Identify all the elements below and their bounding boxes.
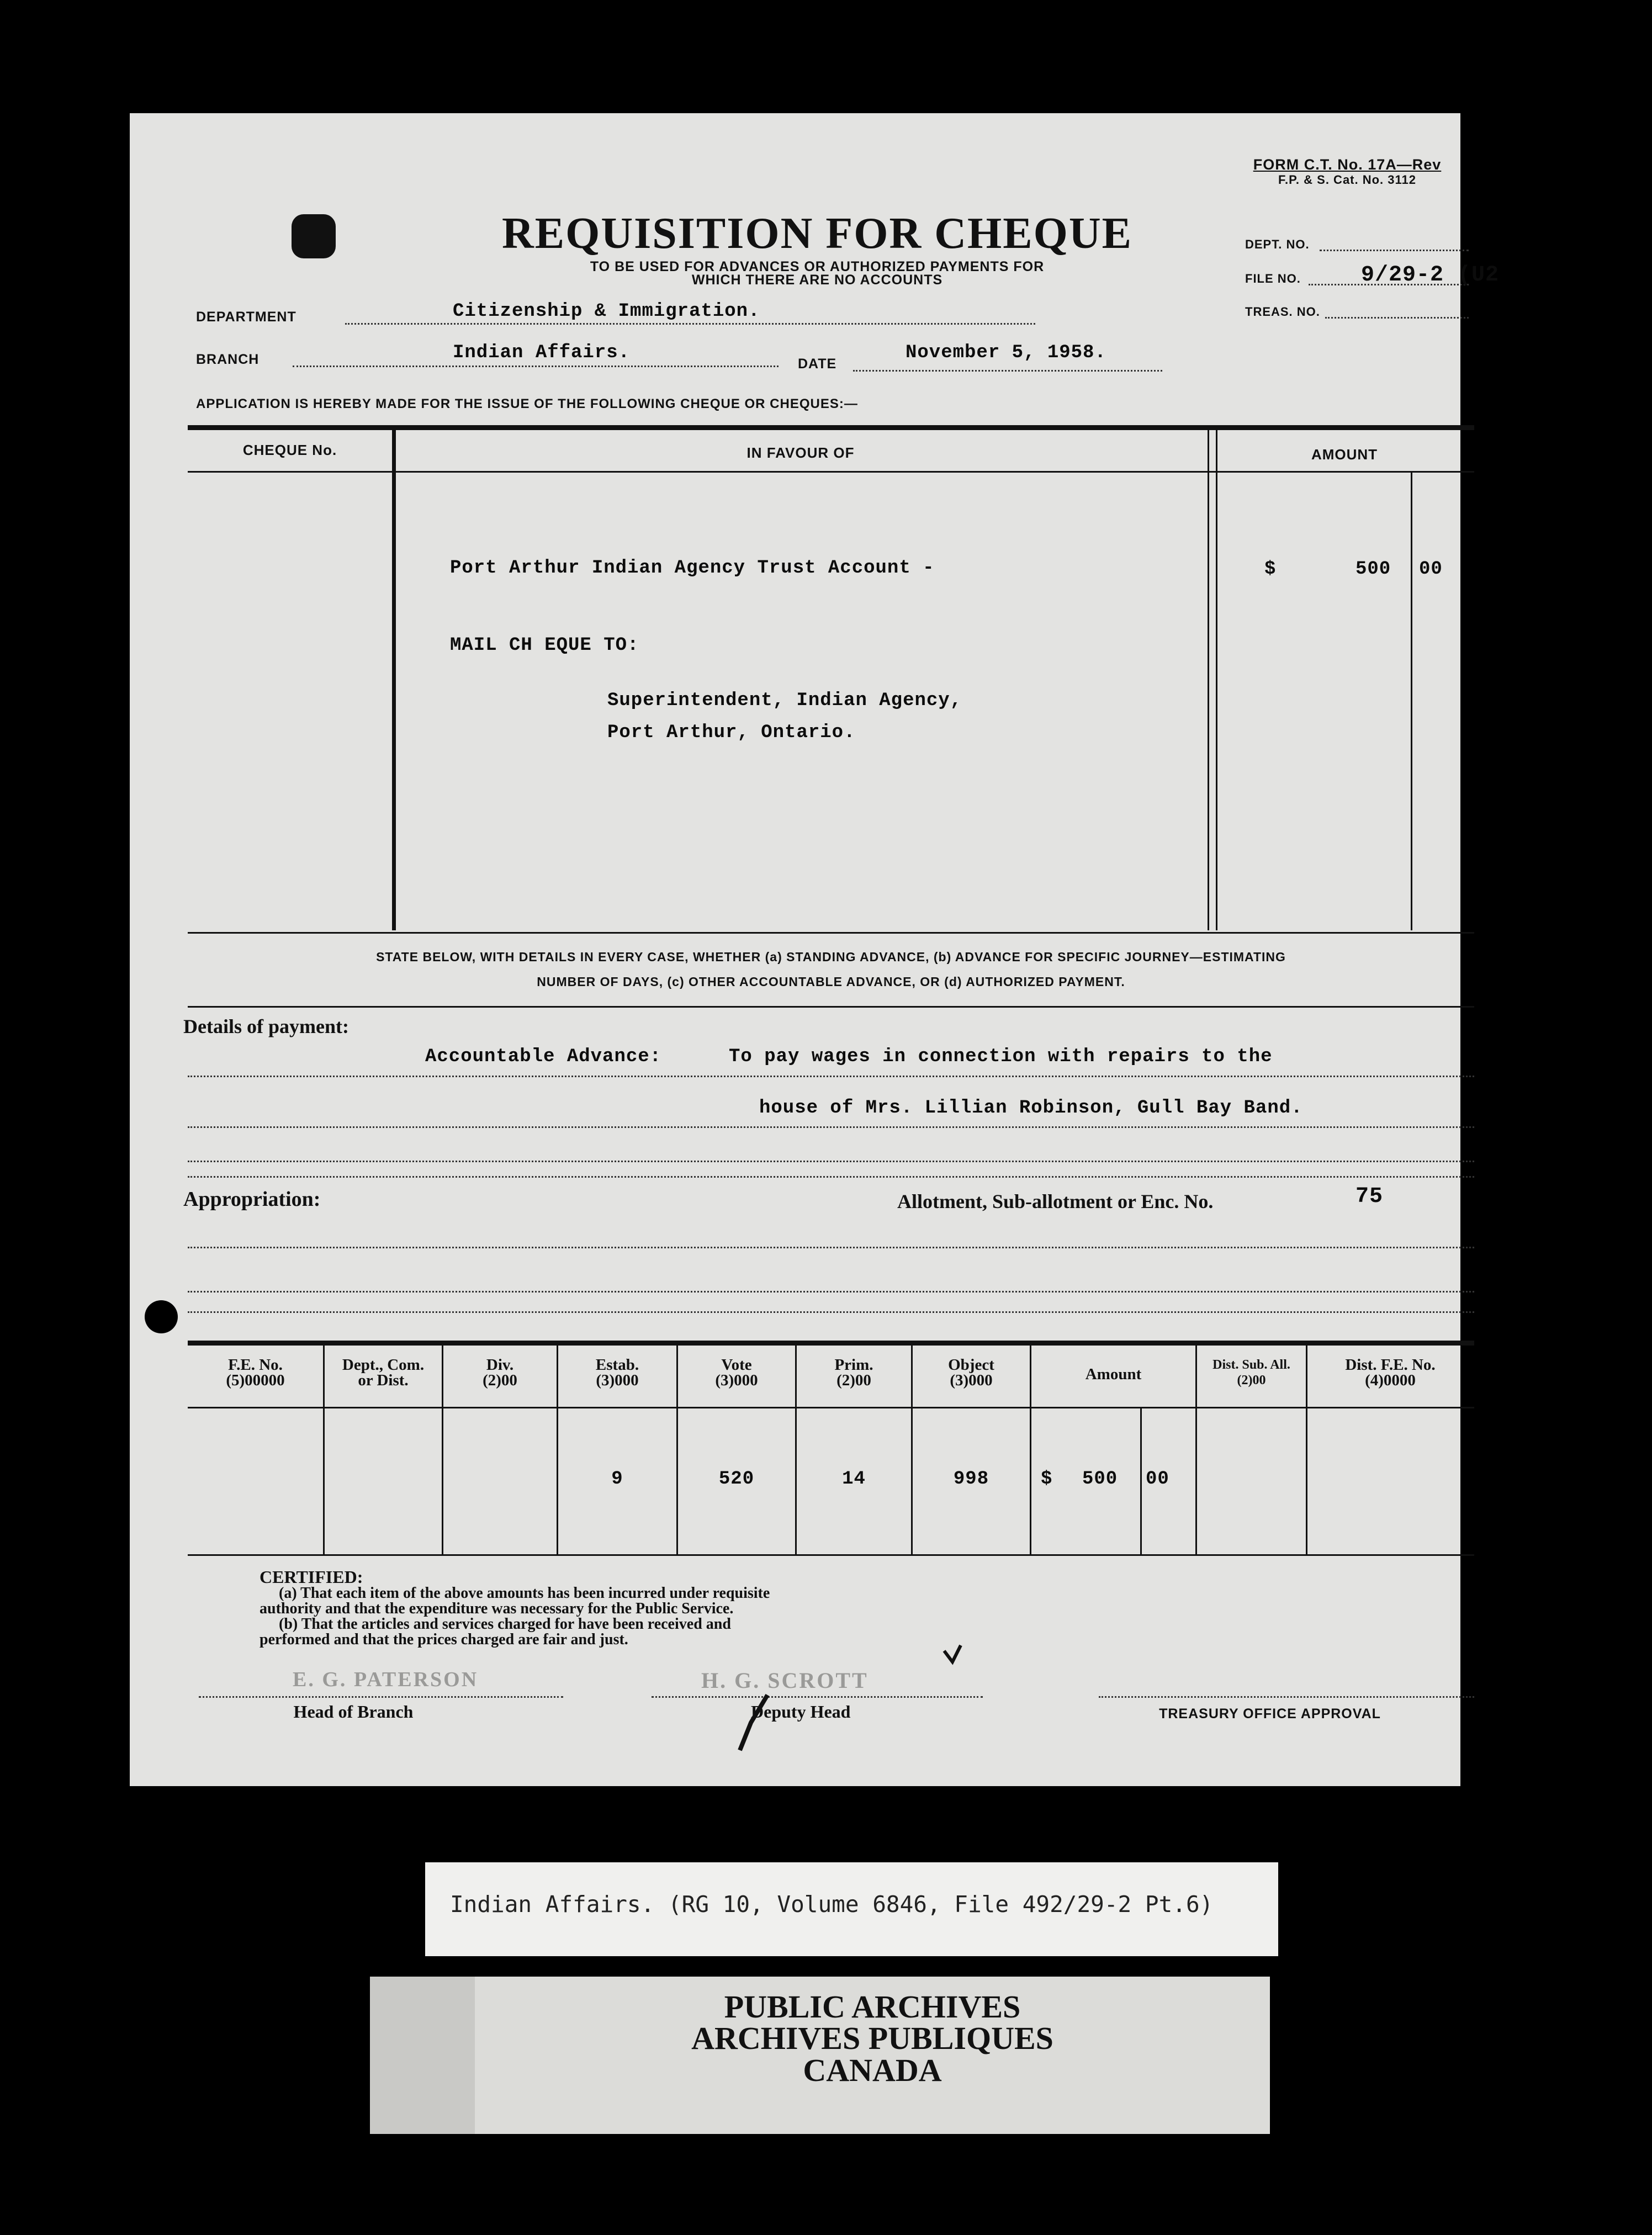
certified-b-line-1: (b) That the articles and services charged for have been received and <box>279 1616 731 1633</box>
mail-to-label: MAIL CH EQUE TO: <box>450 635 639 656</box>
form-number: FORM C.T. No. 17A—Rev <box>1253 156 1442 173</box>
dept-no-label: DEPT. NO. <box>1245 237 1310 251</box>
col-header-dept-com: Dept., Com. or Dist. <box>342 1356 425 1389</box>
branch-label: BRANCH <box>196 352 260 367</box>
subtitle-line-2: WHICH THERE ARE NO ACCOUNTS <box>691 272 943 288</box>
value-amount-dollars: 500 <box>1082 1469 1118 1490</box>
mail-to-line-1: Superintendent, Indian Agency, <box>607 690 962 711</box>
file-no-value: 9/29-2 (U2 <box>1361 263 1500 288</box>
state-below-line-2: NUMBER OF DAYS, (c) OTHER ACCOUNTABLE ADVANCE, OR (d) AUTHORIZED PAYMENT. <box>537 974 1125 989</box>
coding-cents-divider <box>1140 1408 1142 1554</box>
department-label: DEPARTMENT <box>196 309 296 325</box>
binder-hole <box>145 1300 178 1333</box>
cheque-amount-cents: 00 <box>1419 559 1443 580</box>
details-line-1: To pay wages in connection with repairs to the <box>729 1046 1273 1067</box>
file-no-label: FILE NO. <box>1245 272 1301 285</box>
appropriation-line-a <box>188 1247 1474 1248</box>
archive-line-2: ARCHIVES PUBLIQUES <box>691 2020 1053 2056</box>
branch-value: Indian Affairs. <box>453 342 631 363</box>
allotment-label: Allotment, Sub-allotment or Enc. No. <box>897 1190 1214 1212</box>
certified-a-line-2: authority and that the expenditure was necessary for the Public Service. <box>260 1600 734 1617</box>
deputy-head-stamp: H. G. SCROTT <box>701 1668 869 1693</box>
col-header-object: Object (3)000 <box>948 1356 994 1389</box>
header-cheque-no: CHEQUE No. <box>242 442 337 458</box>
value-amount-currency: $ <box>1041 1469 1053 1490</box>
cheque-table-header-border <box>188 471 1474 473</box>
head-of-branch-label: Head of Branch <box>293 1702 414 1722</box>
state-below-line-1: STATE BELOW, WITH DETAILS IN EVERY CASE, WHETHER (a) STANDING ADVANCE, (b) ADVANCE FOR SPECIFIC JOURNEY—ESTIMATING <box>376 950 1286 964</box>
dept-no-line <box>1320 250 1469 251</box>
coding-table-top-border <box>188 1341 1474 1346</box>
archive-line-1: PUBLIC ARCHIVES <box>724 1989 1021 2025</box>
col-header-vote: Vote (3)000 <box>715 1356 758 1389</box>
details-line-2: house of Mrs. Lillian Robinson, Gull Bay Band. <box>759 1098 1303 1119</box>
details-label: Details of payment: <box>183 1015 349 1037</box>
cheque-col-divider-3 <box>1216 428 1217 930</box>
cheque-currency: $ <box>1264 559 1277 580</box>
payee-name: Port Arthur Indian Agency Trust Account - <box>450 558 935 579</box>
department-line <box>345 323 1035 325</box>
col-header-fe-no: F.E. No. (5)00000 <box>226 1356 285 1389</box>
date-label: DATE <box>798 356 837 372</box>
coding-table-header-border <box>188 1407 1474 1408</box>
details-type: Accountable Advance: <box>425 1046 662 1067</box>
certified-title: CERTIFIED: <box>260 1567 363 1587</box>
state-below-border <box>188 1006 1474 1008</box>
archive-line-3: CANADA <box>803 2052 942 2088</box>
archive-reference-text: Indian Affairs. (RG 10, Volume 6846, File 492/29-2 Pt.6) <box>450 1891 1214 1918</box>
department-value: Citizenship & Immigration. <box>453 301 760 322</box>
treasury-label: TREASURY OFFICE APPROVAL <box>1159 1706 1381 1722</box>
cheque-table-bottom-border <box>188 932 1474 934</box>
cheque-col-divider-1 <box>392 428 396 930</box>
header-amount: AMOUNT <box>1311 446 1378 463</box>
col-header-prim: Prim. (2)00 <box>834 1356 873 1389</box>
appropriation-label: Appropriation: <box>183 1188 321 1211</box>
header-in-favour-of: IN FAVOUR OF <box>746 444 855 461</box>
branch-line <box>293 366 779 367</box>
date-value: November 5, 1958. <box>906 342 1106 363</box>
head-of-branch-stamp: E. G. PATERSON <box>293 1668 479 1691</box>
allotment-value: 75 <box>1356 1184 1384 1209</box>
appropriation-line-b <box>188 1291 1474 1293</box>
col-header-div: Div. (2)00 <box>483 1356 517 1389</box>
cheque-amount-dollars: 500 <box>1356 559 1391 580</box>
col-header-amount: Amount <box>1085 1365 1142 1383</box>
certified-b-line-2: performed and that the prices charged are fair and just. <box>260 1631 628 1648</box>
deputy-head-label: Deputy Head <box>751 1702 851 1722</box>
page-title: REQUISITION FOR CHEQUE <box>502 209 1132 258</box>
col-header-dist-fe-no: Dist. F.E. No. (4)0000 <box>1345 1356 1436 1389</box>
signature-mark <box>718 1640 972 1756</box>
col-header-dist-sub-all: Dist. Sub. All. (2)00 <box>1212 1358 1290 1387</box>
cheque-cents-divider <box>1411 472 1412 930</box>
treas-no-label: TREAS. NO. <box>1245 305 1320 319</box>
date-line <box>853 370 1162 372</box>
treasury-line <box>1099 1696 1474 1698</box>
certified-a-line-1: (a) That each item of the above amounts has been incurred under requisite <box>279 1585 770 1602</box>
value-prim: 14 <box>842 1469 866 1490</box>
details-line-b <box>188 1126 1474 1128</box>
mail-to-line-2: Port Arthur, Ontario. <box>607 722 856 743</box>
cheque-col-divider-2 <box>1208 428 1209 930</box>
appropriation-line-c <box>188 1311 1474 1313</box>
coding-table-bottom-border <box>188 1554 1474 1556</box>
subtitle-line-1: TO BE USED FOR ADVANCES OR AUTHORIZED PAYMENTS FOR <box>590 259 1045 274</box>
value-object: 998 <box>953 1469 989 1490</box>
details-line-a <box>188 1076 1474 1077</box>
col-header-estab: Estab. (3)000 <box>595 1356 639 1389</box>
punch-hole <box>292 214 336 258</box>
value-vote: 520 <box>718 1469 755 1490</box>
value-estab: 9 <box>611 1469 623 1490</box>
treas-no-line <box>1325 317 1469 319</box>
head-of-branch-line <box>199 1696 563 1698</box>
form-catalogue: F.P. & S. Cat. No. 3112 <box>1278 173 1417 187</box>
details-line-d <box>188 1176 1474 1178</box>
application-text: APPLICATION IS HEREBY MADE FOR THE ISSUE OF THE FOLLOWING CHEQUE OR CHEQUES:— <box>196 396 858 411</box>
cheque-table-top-border <box>188 425 1474 430</box>
details-line-c <box>188 1161 1474 1162</box>
value-amount-cents: 00 <box>1146 1469 1169 1490</box>
